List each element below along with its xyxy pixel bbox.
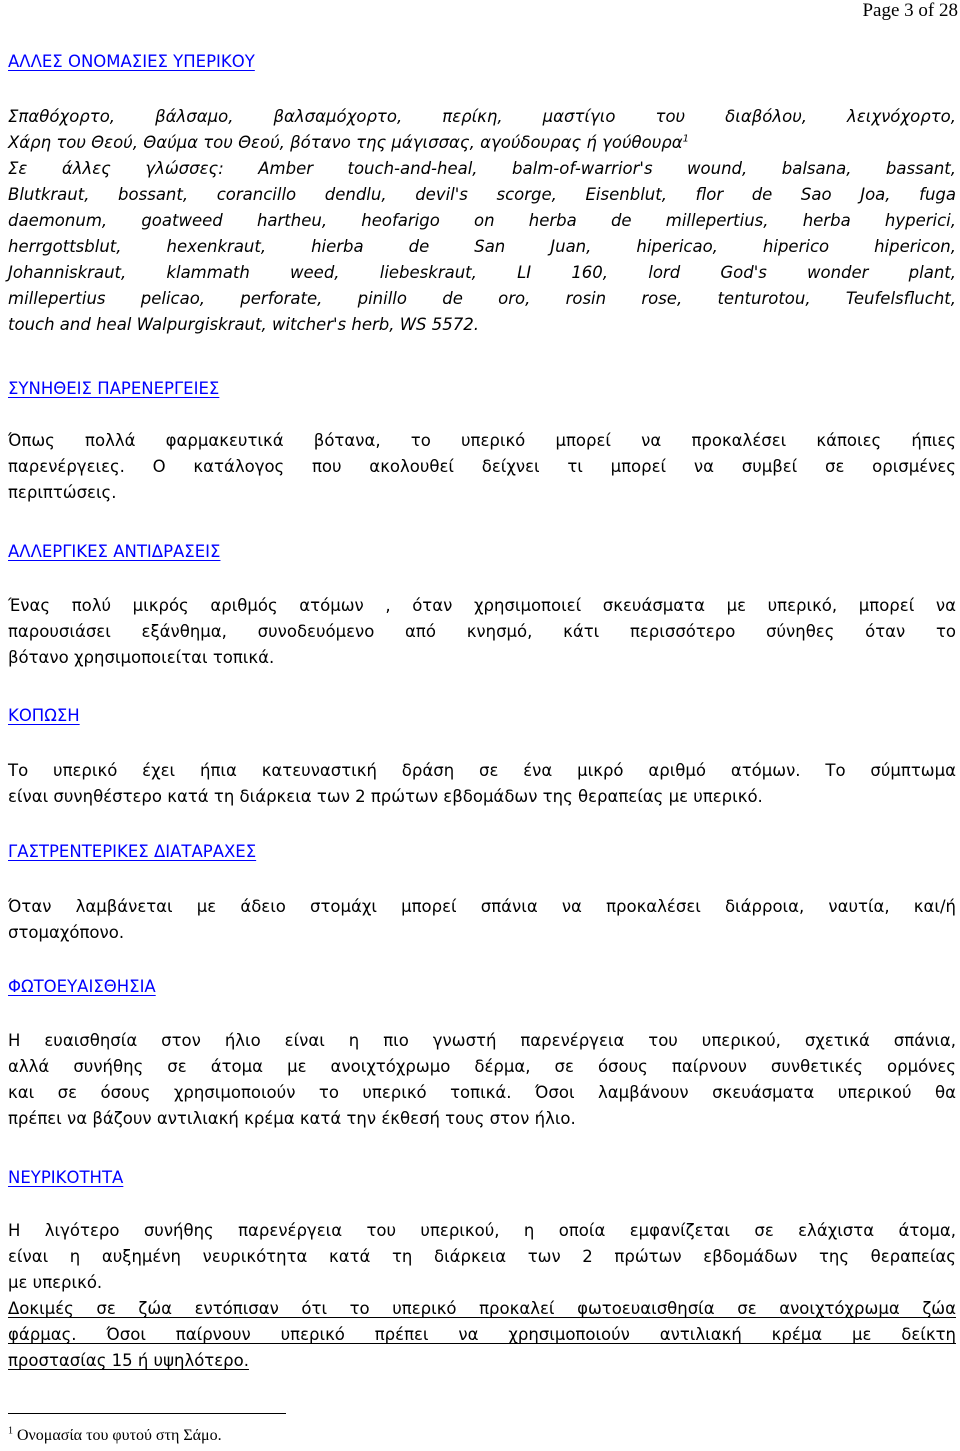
- text-line: είναι συνηθέστερο κατά τη διάρκεια των 2 πρώτων εβδομάδων της θεραπείας με υπερικό.: [8, 787, 763, 806]
- text-line: παρουσιάσει εξάνθημα, συνοδευόμενο από κνησμό, κάτι περισσότερο σύνηθες όταν το: [8, 622, 956, 641]
- text-line: millepertius pelicao, perforate, pinillo de oro, rosin rose, tenturotou, Teufelsflucht,: [8, 289, 956, 308]
- heading-allergic-reactions: ΑΛΛΕΡΓΙΚΕΣ ΑΝΤΙΔΡΑΣΕΙΣ: [8, 542, 221, 561]
- paragraph-fatigue: [8, 758, 956, 810]
- paragraph-nervousness: [8, 1218, 956, 1374]
- text-line: και σε όσους χρησιμοποιούν το υπερικό τοπικά. Όσοι λαμβάνουν σκευάσματα υπερικού θα: [8, 1083, 956, 1102]
- text-line: Johanniskraut, klammath weed, liebeskraut, LI 160, lord God's wonder plant,: [8, 263, 956, 282]
- footnote-number: 1: [8, 1425, 13, 1437]
- text-line: βότανο χρησιμοποιείται τοπικά.: [8, 648, 275, 667]
- underlined-text-line: Δοκιμές σε ζώα εντόπισαν ότι το υπερικό προκαλεί φωτοευαισθησία σε ανοιχτόχρωμα ζώα: [8, 1299, 956, 1318]
- text-line: είναι η αυξημένη νευρικότητα κατά τη διάρκεια των 2 πρώτων εβδομάδων της θεραπείας: [8, 1247, 956, 1266]
- footnote-ref: 1: [682, 133, 689, 145]
- underlined-text-line: προστασίας 15 ή υψηλότερο.: [8, 1351, 249, 1370]
- page-number: Page 3 of 28: [862, 0, 958, 21]
- text-line: στομαχόπονο.: [8, 923, 125, 942]
- heading-nervousness: ΝΕΥΡΙΚΟΤΗΤΑ: [8, 1168, 124, 1187]
- text-line: πρέπει να βάζουν αντιλιακή κρέμα κατά την έκθεσή τους στον ήλιο.: [8, 1109, 576, 1128]
- footnote: [8, 1425, 222, 1447]
- text-line: Σε άλλες γλώσσες: Amber touch-and-heal, balm-of-warrior's wound, balsana, bassant,: [8, 159, 956, 178]
- footnote-text: Ονομασία του φυτού στη Σάμο.: [17, 1427, 222, 1444]
- text-line: αλλά συνήθης σε άτομα με ανοιχτόχρωμο δέρμα, σε όσους παίρνουν συνθετικές ορμόνες: [8, 1057, 956, 1076]
- text-line: herrgottsblut, hexenkraut, hierba de San Juan, hipericao, hiperico hipericon,: [8, 237, 956, 256]
- text-line: daemonum, goatweed hartheu, heofarigo on herba de millepertius, herba hyperici,: [8, 211, 956, 230]
- text-line: Η ευαισθησία στον ήλιο είναι η πιο γνωστή παρενέργεια του υπερικού, σχετικά σπάνια,: [8, 1031, 956, 1050]
- text-line: Ένας πολύ μικρός αριθμός ατόμων , όταν χρησιμοποιεί σκευάσματα με υπερικό, μπορεί να: [8, 596, 956, 615]
- text-line-with-ref: [8, 130, 956, 156]
- text-line: Blutkraut, bossant, corancillo dendlu, devil's scorge, Eisenblut, flor de Sao Joa, fuga: [8, 185, 956, 204]
- text-line: Σπαθόχορτο, βάλσαμο, βαλσαμόχορτο, περίκη, μαστίγιο του διαβόλου, λειχνόχορτο,: [8, 107, 956, 126]
- text-line: touch and heal Walpurgiskraut, witcher's herb, WS 5572.: [8, 315, 479, 334]
- paragraph-gastrointestinal: [8, 894, 956, 946]
- paragraph-other-names: [8, 104, 956, 338]
- text-line: Το υπερικό έχει ήπια κατευναστική δράση σε ένα μικρό αριθμό ατόμων. Το σύμπτωμα: [8, 761, 956, 780]
- paragraph-photosensitivity: [8, 1028, 956, 1132]
- heading-photosensitivity: ΦΩΤΟΕΥΑΙΣΘΗΣΙΑ: [8, 977, 156, 996]
- heading-gastrointestinal: ΓΑΣΤΡΕΝΤΕΡΙΚΕΣ ΔΙΑΤΑΡΑΧΕΣ: [8, 842, 257, 861]
- heading-other-names: ΑΛΛΕΣ ΟΝΟΜΑΣΙΕΣ ΥΠΕΡΙΚΟΥ: [8, 52, 255, 71]
- text-line: Η λιγότερο συνήθης παρενέργεια του υπερικού, η οποία εμφανίζεται σε ελάχιστα άτομα,: [8, 1221, 956, 1240]
- heading-fatigue: ΚΟΠΩΣΗ: [8, 706, 80, 725]
- text-line: παρενέργειες. Ο κατάλογος που ακολουθεί δείχνει τι μπορεί να συμβεί σε ορισμένες: [8, 457, 956, 476]
- footnote-divider: [8, 1413, 286, 1414]
- paragraph-common-side-effects: [8, 428, 956, 506]
- heading-common-side-effects: ΣΥΝΗΘΕΙΣ ΠΑΡΕΝΕΡΓΕΙΕΣ: [8, 379, 220, 398]
- text-line: Όπως πολλά φαρμακευτικά βότανα, το υπερικό μπορεί να προκαλέσει κάποιες ήπιες: [8, 431, 956, 450]
- text-line: Χάρη του Θεού, Θαύμα του Θεού, βότανο της μάγισσας, αγούδουρας ή γούθουρα: [8, 133, 683, 152]
- text-line: περιπτώσεις.: [8, 483, 117, 502]
- text-line: με υπερικό.: [8, 1273, 103, 1292]
- text-line: Όταν λαμβάνεται με άδειο στομάχι μπορεί σπάνια να προκαλέσει διάρροια, ναυτία, και/ή: [8, 897, 956, 916]
- underlined-text-line: φάρμας. Όσοι παίρνουν υπερικό πρέπει να χρησιμοποιούν αντιλιακή κρέμα με δείκτη: [8, 1325, 956, 1344]
- paragraph-allergic-reactions: [8, 593, 956, 671]
